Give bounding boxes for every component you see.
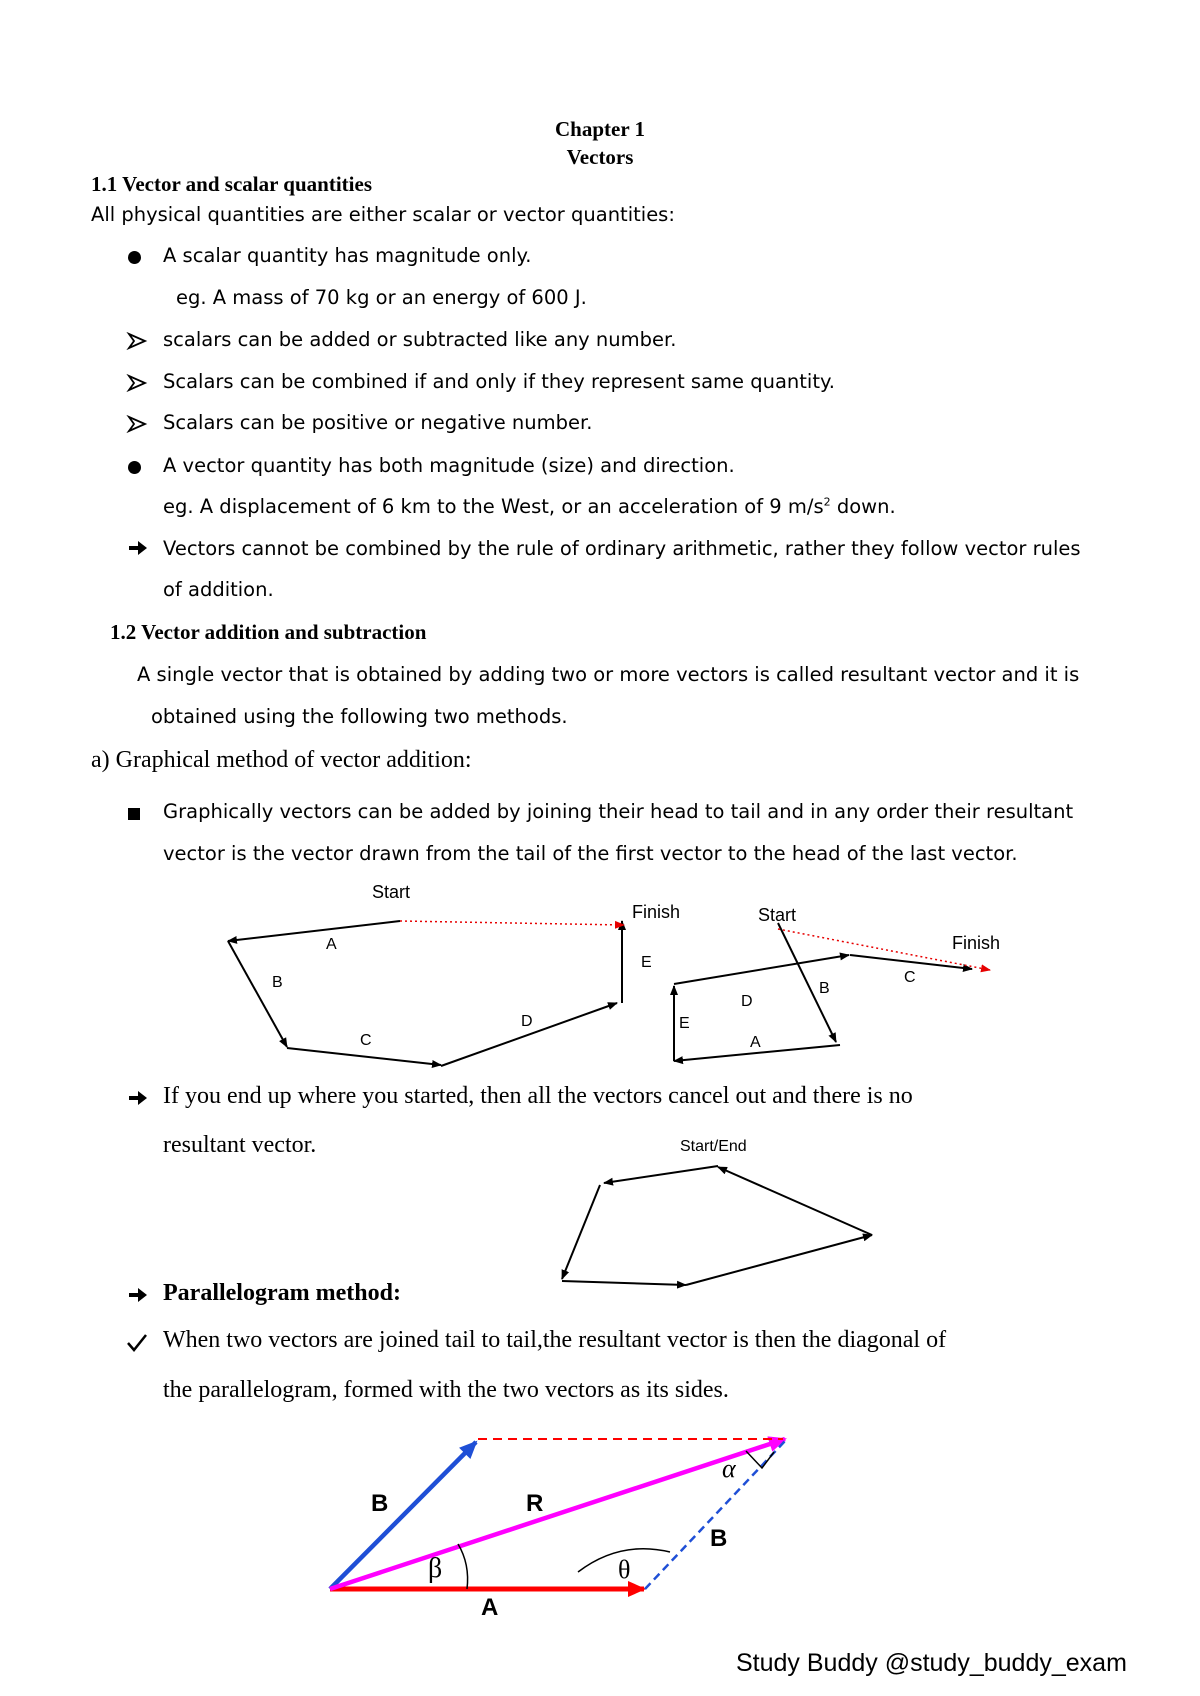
- diagram1-label-a: A: [326, 936, 337, 953]
- diagram2-label-e: E: [679, 1015, 690, 1032]
- diagram1-label-c: C: [360, 1032, 372, 1049]
- vector-a-line: [228, 921, 400, 941]
- closed-vector-line: [604, 1166, 718, 1183]
- vector-rule-line2: of addition.: [163, 578, 274, 601]
- vector-rule-line1: Vectors cannot be combined by the rule of ordinary arithmetic, rather they follow vector rules: [163, 537, 1081, 560]
- vector-definition: A vector quantity has both magnitude (size) and direction.: [163, 454, 735, 477]
- parallelogram-line2: the parallelogram, formed with the two vectors as its sides.: [163, 1377, 729, 1403]
- diagram2-label-a: A: [750, 1034, 761, 1051]
- closed-vector-line: [562, 1281, 686, 1285]
- graphical-point-line2: vector is the vector drawn from the tail of the first vector to the head of the last vector.: [163, 842, 1018, 865]
- closed-vector-line: [686, 1235, 872, 1285]
- parallelogram-line1: When two vectors are joined tail to tail,the resultant vector is then the diagonal of: [163, 1327, 947, 1353]
- diagram1-label-b: B: [272, 974, 283, 991]
- bold-right-arrow-icon: [128, 1090, 148, 1106]
- vector-c-line: [287, 1048, 441, 1065]
- footer-credit: Study Buddy @study_buddy_exam: [736, 1649, 1127, 1677]
- resultant-dotted-line: [400, 921, 624, 925]
- scalar-point: Scalars can be combined if and only if they represent same quantity.: [163, 370, 835, 393]
- theta-symbol: θ: [618, 1555, 631, 1584]
- diagram1-start-label: Start: [372, 882, 411, 902]
- diagram2-label-c: C: [904, 969, 916, 986]
- chapter-title: Chapter 1: [554, 117, 646, 141]
- diagram1-label-e: E: [641, 954, 652, 971]
- diagram2-label-b: B: [819, 980, 830, 997]
- scalar-point: scalars can be added or subtracted like any number.: [163, 328, 677, 351]
- cancel-line2: resultant vector.: [163, 1132, 317, 1158]
- diagram2-label-d: D: [741, 993, 753, 1010]
- vector-c-line: [850, 955, 972, 969]
- bold-right-arrow-icon: [128, 1287, 148, 1303]
- diagram2-finish-label: Finish: [952, 933, 1001, 953]
- beta-symbol: β: [428, 1553, 443, 1584]
- cancel-line1: If you end up where you started, then all the vectors cancel out and there is no: [163, 1083, 913, 1109]
- section2-intro-line1: A single vector that is obtained by adding two or more vectors is called resultant vector and it is: [137, 663, 1080, 686]
- scalar-example: eg. A mass of 70 kg or an energy of 600 J.: [176, 286, 587, 309]
- vector-example: eg. A displacement of 6 km to the West, or an acceleration of 9 $m/s^2$ down.: [163, 495, 896, 518]
- section-heading-1-2: 1.2 Vector addition and subtraction: [110, 620, 427, 644]
- alpha-symbol: α: [722, 1454, 736, 1483]
- closed-vector-line: [718, 1167, 872, 1235]
- parallelogram-label-b-right: B: [710, 1525, 728, 1552]
- chapter-subtitle: Vectors: [566, 145, 634, 169]
- check-mark-icon: [126, 1333, 148, 1353]
- section2-intro-line2: obtained using the following two methods.: [151, 705, 568, 728]
- closed-vector-line: [562, 1185, 600, 1279]
- parallelogram-label-a: A: [481, 1594, 499, 1621]
- resultant-r-arrow: [330, 1439, 785, 1589]
- section-intro: All physical quantities are either scalar or vector quantities:: [91, 203, 675, 226]
- diagram1-finish-label: Finish: [632, 902, 681, 922]
- graphical-point-line1: Graphically vectors can be added by joining their head to tail and in any order their resultant: [163, 800, 1074, 823]
- graphical-method-heading: a) Graphical method of vector addition:: [91, 747, 472, 773]
- vector-b-line: [228, 941, 287, 1047]
- diagram3-start-end-label: Start/End: [680, 1138, 747, 1155]
- scalar-definition: A scalar quantity has magnitude only.: [163, 244, 532, 267]
- diagram2-start-label: Start: [758, 905, 797, 925]
- section-heading-1-1: 1.1 Vector and scalar quantities: [91, 172, 372, 196]
- beta-angle-arc: [458, 1544, 468, 1589]
- diagram1-label-d: D: [521, 1013, 533, 1030]
- parallelogram-label-b-left: B: [371, 1490, 389, 1517]
- scalar-point: Scalars can be positive or negative number.: [163, 411, 593, 434]
- alpha-angle-arc: [746, 1451, 774, 1468]
- parallelogram-label-r: R: [526, 1490, 544, 1517]
- parallelogram-heading: Parallelogram method:: [163, 1280, 401, 1306]
